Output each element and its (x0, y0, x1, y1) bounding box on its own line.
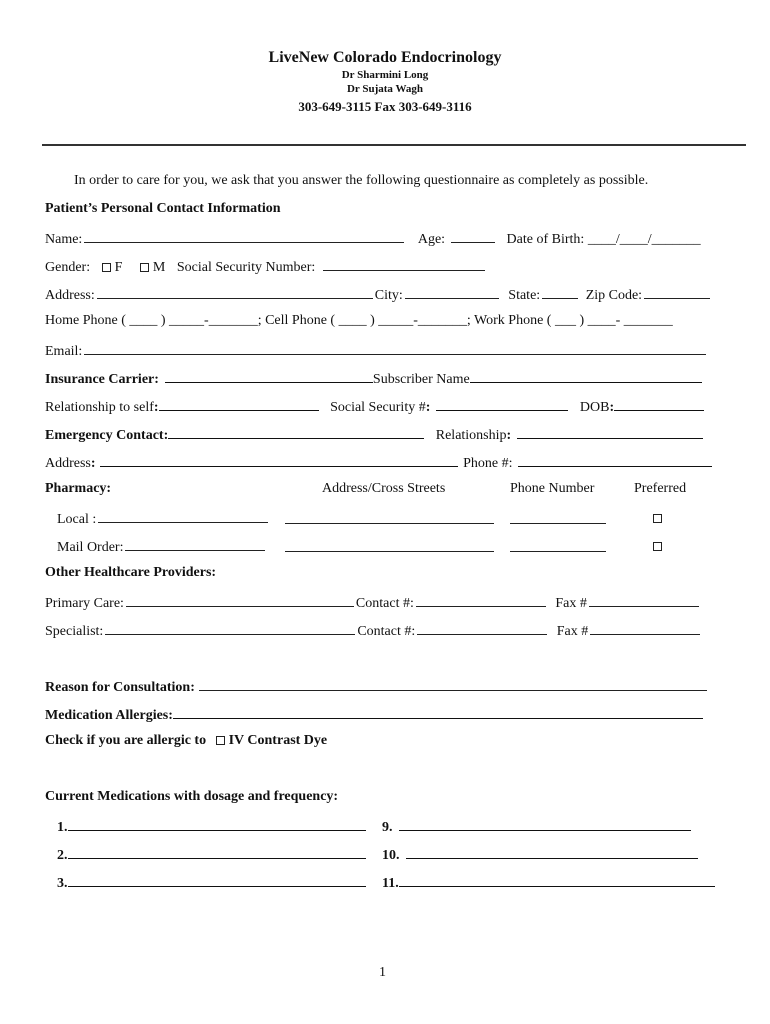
med-row-2 (57, 845, 366, 864)
specialist-label: Specialist: (45, 624, 104, 639)
gender-row (45, 257, 487, 276)
colon: : (425, 400, 431, 415)
primary-fax-field[interactable] (589, 593, 699, 607)
med-field[interactable] (406, 845, 698, 859)
emergency-field[interactable] (168, 425, 424, 439)
med-field[interactable] (68, 817, 366, 831)
gender-f-checkbox[interactable] (102, 263, 111, 272)
personal-heading: Patient’s Personal Contact Information (45, 201, 281, 216)
em-phone-field[interactable] (518, 453, 712, 467)
address-row (45, 285, 712, 304)
allergies-label: Medication Allergies: (45, 708, 173, 723)
reason-label: Reason for Consultation: (45, 680, 195, 695)
specialist-contact-label: Contact #: (357, 624, 416, 639)
med-number: 1. (57, 820, 68, 835)
city-field[interactable] (405, 285, 499, 299)
ssn-label: Social Security Number: (176, 260, 316, 275)
doctor-1: Dr Sharmini Long (341, 69, 429, 81)
med-field[interactable] (399, 873, 715, 887)
subscriber-field[interactable] (470, 369, 702, 383)
med-row-11 (382, 873, 715, 892)
med-number: 2. (57, 848, 68, 863)
email-label: Email: (45, 344, 83, 359)
name-field[interactable] (84, 229, 404, 243)
email-row (45, 341, 708, 360)
phones-row[interactable]: Home Phone ( ____ ) _____-_______; Cell Phone ( ____ ) _____-_______; Work Phone ( ___ ) ____- _______ (45, 313, 673, 328)
local-row (57, 509, 270, 528)
insurance-row (45, 369, 702, 388)
primary-row (45, 593, 701, 612)
specialist-fax-label: Fax # (556, 624, 589, 639)
reason-field[interactable] (199, 677, 707, 691)
ssn-field[interactable] (323, 257, 485, 271)
local-name-field[interactable] (98, 509, 268, 523)
em-address-field[interactable] (100, 453, 458, 467)
med-number: 11. (382, 876, 399, 891)
colon: : (90, 456, 96, 471)
med-number: 3. (57, 876, 68, 891)
city-label: City: (374, 288, 403, 303)
insurance-dob-field[interactable] (614, 397, 704, 411)
mail-label: Mail Order: (57, 540, 124, 555)
practice-name: LiveNew Colorado Endocrinology (268, 49, 502, 66)
state-field[interactable] (542, 285, 578, 299)
local-phone-field[interactable] (510, 510, 606, 524)
subscriber-label: Subscriber Name (372, 372, 470, 387)
reason-row (45, 677, 709, 696)
med-row-9 (382, 817, 691, 836)
em-relationship-field[interactable] (517, 425, 703, 439)
relationship-field[interactable] (159, 397, 319, 411)
med-number: 9. (382, 820, 393, 835)
zip-label: Zip Code: (585, 288, 643, 303)
primary-contact-field[interactable] (416, 593, 546, 607)
specialist-fax-field[interactable] (590, 621, 700, 635)
gender-f-label: F (114, 260, 123, 275)
check-label: Check if you are allergic to (45, 733, 207, 748)
name-row (45, 229, 701, 248)
col-phone: Phone Number (510, 481, 595, 496)
local-preferred-checkbox[interactable] (653, 514, 662, 523)
phone-fax: 303-649-3115 Fax 303-649-3116 (298, 99, 472, 114)
emergency-row (45, 425, 703, 444)
age-label: Age: (417, 232, 446, 247)
medications-heading: Current Medications with dosage and frequency: (45, 789, 339, 804)
gender-m-checkbox[interactable] (140, 263, 149, 272)
address-label: Address: (45, 288, 95, 303)
local-address-field[interactable] (285, 510, 494, 524)
primary-contact-label: Contact #: (355, 596, 414, 611)
primary-fax-label: Fax # (555, 596, 587, 611)
med-number: 10. (382, 848, 400, 863)
em-relationship-label: Relationship (435, 428, 507, 443)
med-field[interactable] (68, 873, 366, 887)
mail-row (57, 537, 267, 556)
em-phone-label: Phone #: (463, 456, 513, 471)
page-number: 1 (379, 965, 386, 980)
mail-address-field[interactable] (285, 538, 494, 552)
insurance-ssn-label: Social Security # (330, 400, 426, 415)
providers-heading: Other Healthcare Providers: (45, 565, 217, 580)
state-label: State: (508, 288, 541, 303)
insurance-ssn-field[interactable] (436, 397, 568, 411)
insurance-carrier-field[interactable] (165, 369, 373, 383)
local-label: Local : (57, 512, 97, 527)
email-field[interactable] (84, 341, 706, 355)
dob-label: Date of Birth: (506, 232, 585, 247)
dob-field[interactable]: ____/____/_______ (587, 232, 701, 247)
allergies-row (45, 705, 703, 724)
colon: : (153, 400, 159, 415)
address-field[interactable] (97, 285, 373, 299)
insurance-dob-label: DOB (579, 400, 610, 415)
contrast-row (45, 733, 327, 749)
specialist-field[interactable] (105, 621, 355, 635)
colon: : (506, 428, 512, 443)
gender-label: Gender: (45, 260, 91, 275)
age-field[interactable] (451, 229, 495, 243)
pharmacy-heading: Pharmacy: (45, 481, 112, 496)
em-address-row (45, 453, 712, 472)
contrast-label: IV Contrast Dye (228, 733, 328, 748)
relationship-label: Relationship to self (45, 400, 154, 415)
med-row-1 (57, 817, 366, 836)
mail-preferred-checkbox[interactable] (653, 542, 662, 551)
intro-text: In order to care for you, we ask that you answer the following questionnaire as completely as possible. (74, 173, 649, 188)
mail-phone-field[interactable] (510, 538, 606, 552)
med-field[interactable] (399, 817, 691, 831)
mail-name-field[interactable] (125, 537, 265, 551)
specialist-contact-field[interactable] (417, 621, 547, 635)
gender-m-label: M (152, 260, 166, 275)
insurance-carrier-label: Insurance Carrier: (45, 372, 159, 387)
col-address: Address/Cross Streets (322, 481, 446, 496)
doctor-2: Dr Sujata Wagh (346, 83, 423, 95)
allergies-field[interactable] (173, 705, 703, 719)
med-field[interactable] (68, 845, 366, 859)
primary-field[interactable] (126, 593, 354, 607)
med-row-3 (57, 873, 366, 892)
name-label: Name: (45, 232, 83, 247)
specialist-row (45, 621, 702, 640)
zip-field[interactable] (644, 285, 710, 299)
contrast-checkbox[interactable] (216, 736, 225, 745)
colon: : (609, 400, 615, 415)
med-row-10 (382, 845, 698, 864)
primary-label: Primary Care: (45, 596, 124, 611)
col-preferred: Preferred (634, 481, 687, 496)
header-divider (42, 144, 746, 146)
emergency-label: Emergency Contact: (45, 428, 169, 443)
em-address-label: Address (45, 456, 91, 471)
relationship-row (45, 397, 704, 416)
